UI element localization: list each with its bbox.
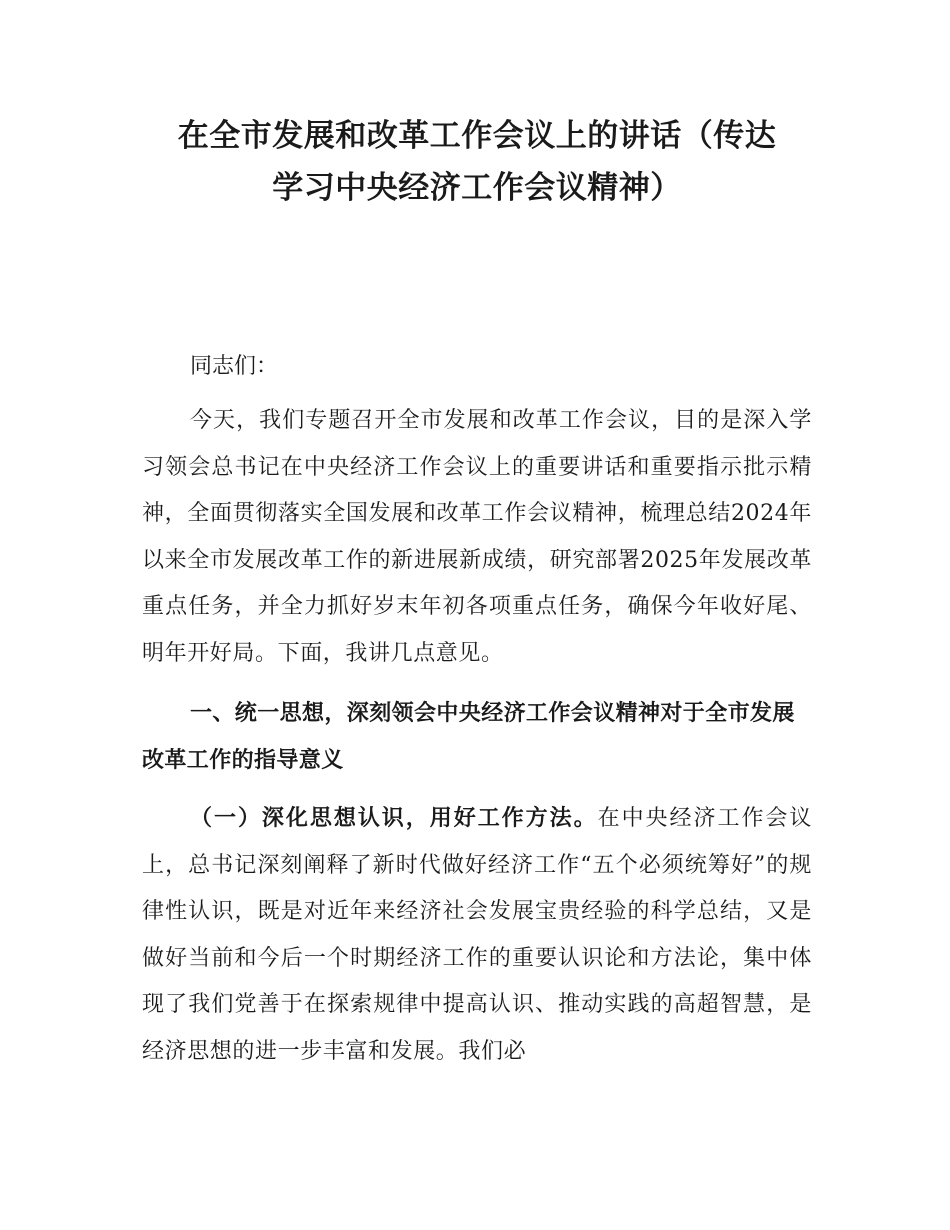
- salutation: 同志们：: [190, 354, 279, 379]
- section-1-heading: 一、统一思想，深刻领会中央经济工作会议精神对于全市发展改革工作的指导意义: [142, 701, 795, 773]
- document-page: [142, 110, 812, 1075]
- subsection-1-lead: （一）深化思想认识，用好工作方法。: [190, 806, 598, 831]
- document-title: [142, 110, 812, 214]
- subsection-1-body: 在中央经济工作会议上，总书记深刻阐释了新时代做好经济工作“五个必须统筹好”的规律性认识，既是对近年来经济社会发展宝贵经验的科学总结，又是做好当前和今后一个时期经济工作的重要认识论和方法论，集中体现了我们党善于在探索规律中提高认识、推动实践的高超智慧，是经济思想的进一步丰富和发展。我们必: [142, 806, 812, 1064]
- title-line-2: 学习中央经济工作会议精神）: [272, 170, 682, 206]
- title-line-1: 在全市发展和改革工作会议上的讲话（传达: [177, 118, 777, 154]
- subsection-1-paragraph: [142, 796, 812, 1075]
- intro-paragraph: 今天，我们专题召开全市发展和改革工作会议，目的是深入学习领会总书记在中央经济工作会议上的重要讲话和重要指示批示精神，全面贯彻落实全国发展和改革工作会议精神，梳理总结2024年以来全市发展改革工作的新进展新成绩，研究部署2025年发展改革重点任务，并全力抓好岁末年初各项重点任务，确保今年收好尾、明年开好局。下面，我讲几点意见。: [142, 408, 812, 666]
